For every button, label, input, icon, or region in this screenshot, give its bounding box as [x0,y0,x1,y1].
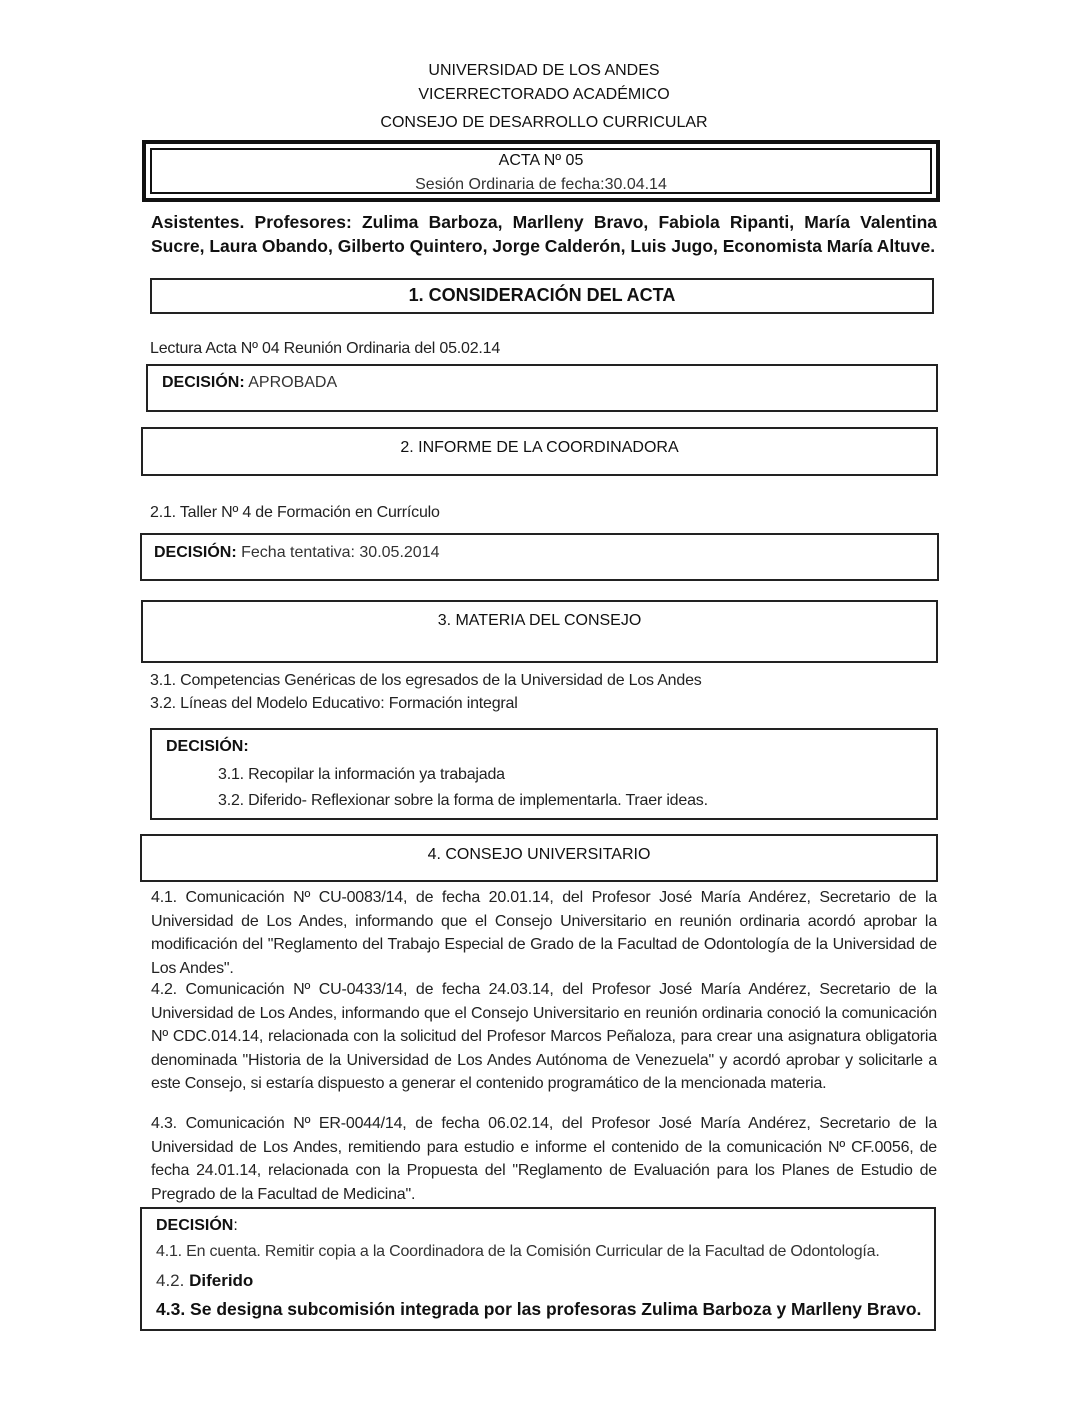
decision-text: APROBADA [244,374,338,391]
section-3-decision-2: 3.2. Diferido- Reflexionar sobre la forma de implementarla. Traer ideas. [218,792,708,809]
section-4-paragraph-3: 4.3. Comunicación Nº ER-0044/14, de fecha 06.02.14, del Profesor José María Andérez, Secretario de la Universidad de Los Andes, remitiendo para estudio e informe el contenido de la comunicación Nº CF.0056, de fecha 24.01.14, relacionada con la Propuesta del "Reglamento de Evaluación para los Planes de Estudio de Pregrado de la Facultad de Medicina". [151,1115,937,1203]
acta-session: Sesión Ordinaria de fecha:30.04.14 [415,176,667,193]
section-3-decision-box [150,728,938,820]
section-4-decision-1: 4.1. En cuenta. Remitir copia a la Coordinadora de la Comisión Curricular de la Facultad de Odontología. [156,1243,880,1260]
decision-colon: : [233,1217,238,1234]
university-name: UNIVERSIDAD DE LOS ANDES [428,62,660,79]
decision-text: Fecha tentativa: 30.05.2014 [236,544,440,561]
section-2-header [141,427,938,476]
section-4-decision-heading [156,1217,238,1235]
decision-label: DECISIÓN [156,1217,234,1234]
section-4-title: 4. CONSEJO UNIVERSITARIO [427,846,651,863]
acta-box [142,140,940,202]
decision-2-text: Diferido [189,1271,254,1290]
decision-label: DECISIÓN: [162,374,245,391]
attendees [151,210,937,258]
section-1-header [150,278,934,314]
section-2-item: 2.1. Taller Nº 4 de Formación en Currículo [150,504,440,521]
section-1-decision-box [146,364,938,412]
section-2-decision [154,544,937,562]
decision-label: DECISIÓN: [154,544,237,561]
section-4-header [140,834,938,882]
decision-2-number: 4.2. [156,1271,190,1290]
section-3-title: 3. MATERIA DEL CONSEJO [437,612,642,629]
section-4-decision-2 [156,1271,253,1291]
section-1-decision [162,374,936,392]
section-4-decision-3: 4.3. Se designa subcomisión integrada por las profesoras Zulima Barboza y Marlleny Bravo. [156,1299,922,1319]
vicerrectorado: VICERRECTORADO ACADÉMICO [418,86,670,103]
decision-label: DECISIÓN: [166,738,249,755]
section-3-decision-1: 3.1. Recopilar la información ya trabajada [218,766,505,783]
section-1-title: 1. CONSIDERACIÓN DEL ACTA [408,285,676,305]
section-2-title: 2. INFORME DE LA COORDINADORA [400,439,679,456]
section-3-item-2: 3.2. Líneas del Modelo Educativo: Formación integral [150,695,518,712]
section-2-decision-box [140,533,939,581]
section-4-paragraph-1: 4.1. Comunicación Nº CU-0083/14, de fecha 20.01.14, del Profesor José María Andérez, Secretario de la Universidad de Los Andes, informando que el Consejo Universitario en reunión ordinaria acordó aprobar la modificación del "Reglamento del Trabajo Especial de Grado de la Facultad de Odontología de la Universidad de Los Andes". [151,889,937,977]
acta-title: ACTA Nº 05 [498,152,584,169]
consejo-name: CONSEJO DE DESARROLLO CURRICULAR [380,114,708,131]
attendees-text: Asistentes. Profesores: Zulima Barboza, Marlleny Bravo, Fabiola Ripanti, María Valentina Sucre, Laura Obando, Gilberto Quintero, Jorge Calderón, Luis Jugo, Economista María Altuve. [151,212,937,256]
section-3-item-1: 3.1. Competencias Genéricas de los egresados de la Universidad de Los Andes [150,672,702,689]
section-3-header [141,600,938,663]
section-1-item: Lectura Acta Nº 04 Reunión Ordinaria del 05.02.14 [150,340,501,357]
section-4-paragraph-2: 4.2. Comunicación Nº CU-0433/14, de fecha 24.03.14, del Profesor José María Andérez, Secretario de la Universidad de Los Andes, informando que el Consejo Universitario en reunión ordinaria conoció la comunicación Nº CDC.014.14, relacionada con la solicitud del Profesor Marcos Peñaloza, para crear una asignatura obligatoria denominada "Historia de la Universidad de Los Andes Autónoma de Venezuela" y acordó aprobar y solicitarle a este Consejo, si estaría dispuesto a generar el contenido programático de la mencionada materia. [151,981,937,1092]
section-4-decision-box [140,1207,936,1331]
